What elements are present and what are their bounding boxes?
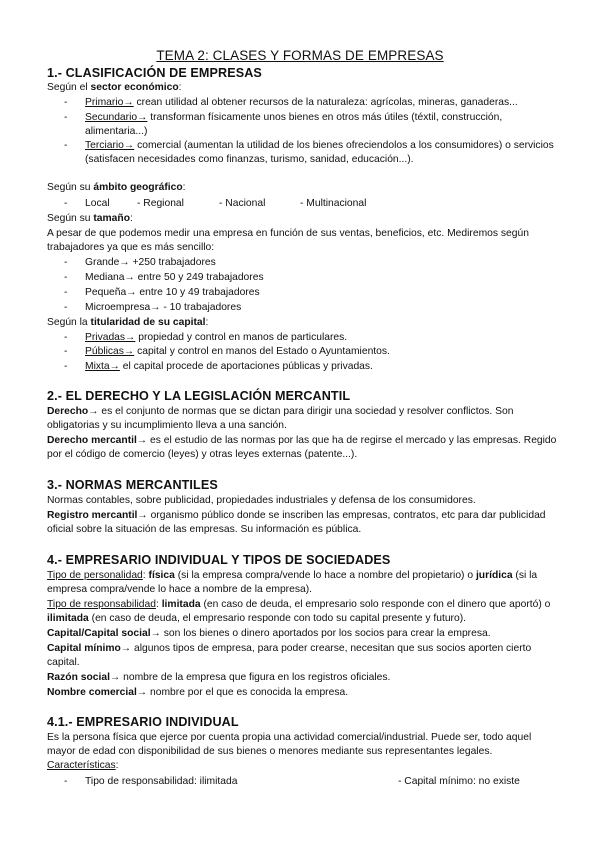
section-1-heading: 1.- CLASIFICACIÓN DE EMPRESAS <box>47 66 262 80</box>
registro-mercantil-def: Registro mercantil→ organismo público donde se inscriben las empresas, contratos, etc para dar publicidad oficial sobre la situación de las empresas. Su información es pública. <box>47 510 546 536</box>
capital-minimo-item: - Capital mínimo: no existe <box>398 776 520 787</box>
geo-item-nacional: - Nacional <box>219 198 266 209</box>
tipo-responsabilidad: Tipo de responsabilidad: limitada (en caso de deuda, el empresario solo responde con el dinero que aportó) o ilimitada (en caso de deuda, el empresario responde con todo su capital presente y futuro). <box>47 599 551 625</box>
geo-item-regional: - Regional <box>137 198 184 209</box>
capital-social-def: Capital/Capital social→ son los bienes o dinero aportados por los socios para crear la empresa. <box>47 628 491 639</box>
section-4-1-heading: 4.1.- EMPRESARIO INDIVIDUAL <box>47 715 239 729</box>
normas-text: Normas contables, sobre publicidad, propiedades industriales y defensa de los consumidores. <box>47 495 476 506</box>
derecho-def: Derecho→ es el conjunto de normas que se dictan para dirigir una sociedad y resolver conflictos. Son obligatorias y su incumplimiento lleva a una sanción. <box>47 406 514 432</box>
list-item: - Terciario→ comercial (aumentan la utilidad de los bienes ofreciendolos a los consumidores) o servicios (satisfacen necesidades como finanzas, turismo, sanidad, educación...). <box>85 139 555 167</box>
tipo-personalidad: Tipo de personalidad: física (si la empresa compra/vende lo hace a nombre del propietario) o jurídica (si la empresa compra/vende lo hace a nombre de la empresa). <box>47 570 538 596</box>
list-item: - Tipo de responsabilidad: ilimitada <box>85 775 385 789</box>
list-item: - Privadas→ propiedad y control en manos de particulares. <box>85 331 555 345</box>
section-2-heading: 2.- EL DERECHO Y LA LEGISLACIÓN MERCANTIL <box>47 389 351 403</box>
nombre-comercial-def: Nombre comercial→ nombre por el que es conocida la empresa. <box>47 687 349 698</box>
list-item: - Mixta→ el capital procede de aportaciones públicas y privadas. <box>85 360 555 374</box>
section-3-heading: 3.- NORMAS MERCANTILES <box>47 478 218 492</box>
list-item: - Microempresa→ - 10 trabajadores <box>85 301 555 315</box>
tamano-intro: Según su tamaño: <box>47 213 133 224</box>
ambito-intro: Según su ámbito geográfico: <box>47 182 186 193</box>
section-4-heading: 4.- EMPRESARIO INDIVIDUAL Y TIPOS DE SOCIEDADES <box>47 553 391 567</box>
list-item: - Grande→ +250 trabajadores <box>85 256 555 270</box>
page-title: TEMA 2: CLASES Y FORMAS DE EMPRESAS <box>156 48 444 63</box>
list-item: - Primario→ crean utilidad al obtener recursos de la naturaleza: agrícolas, mineras, ganaderas... <box>85 96 555 110</box>
list-item: - Pequeña→ entre 10 y 49 trabajadores <box>85 286 555 300</box>
list-item: - Mediana→ entre 50 y 249 trabajadores <box>85 271 555 285</box>
list-item: - Secundario→ transforman físicamente unos bienes en otros más útiles (téxtil, construcción, alimentaria...) <box>85 111 555 139</box>
tamano-text: A pesar de que podemos medir una empresa en función de sus ventas, beneficios, etc. Mediremos según trabajadores ya que es más sencillo: <box>47 228 529 254</box>
list-item: - Públicas→ capital y control en manos del Estado o Ayuntamientos. <box>85 345 555 359</box>
geo-item-local: - Local <box>85 197 145 211</box>
titularidad-intro: Según la titularidad de su capital: <box>47 317 209 328</box>
sector-intro: Según el sector económico: <box>47 82 182 93</box>
geo-item-multinacional: - Multinacional <box>300 198 367 209</box>
capital-minimo-def: Capital mínimo→ algunos tipos de empresa, para poder crearse, necesitan que sus socios aporten cierto capital. <box>47 643 532 669</box>
razon-social-def: Razón social→ nombre de la empresa que figura en los registros oficiales. <box>47 672 391 683</box>
empresario-individual-def: Es la persona física que ejerce por cuenta propia una actividad comercial/industrial. Puede ser, todo aquel mayor de edad con disponibilidad de sus bienes o menores mediante sus representantes legales. Características: <box>47 732 532 772</box>
derecho-mercantil-def: Derecho mercantil→ es el estudio de las normas por las que ha de regirse el mercado y las empresas. Regido por el código de comercio (leyes) y otras leyes externas (patente...). <box>47 435 557 461</box>
